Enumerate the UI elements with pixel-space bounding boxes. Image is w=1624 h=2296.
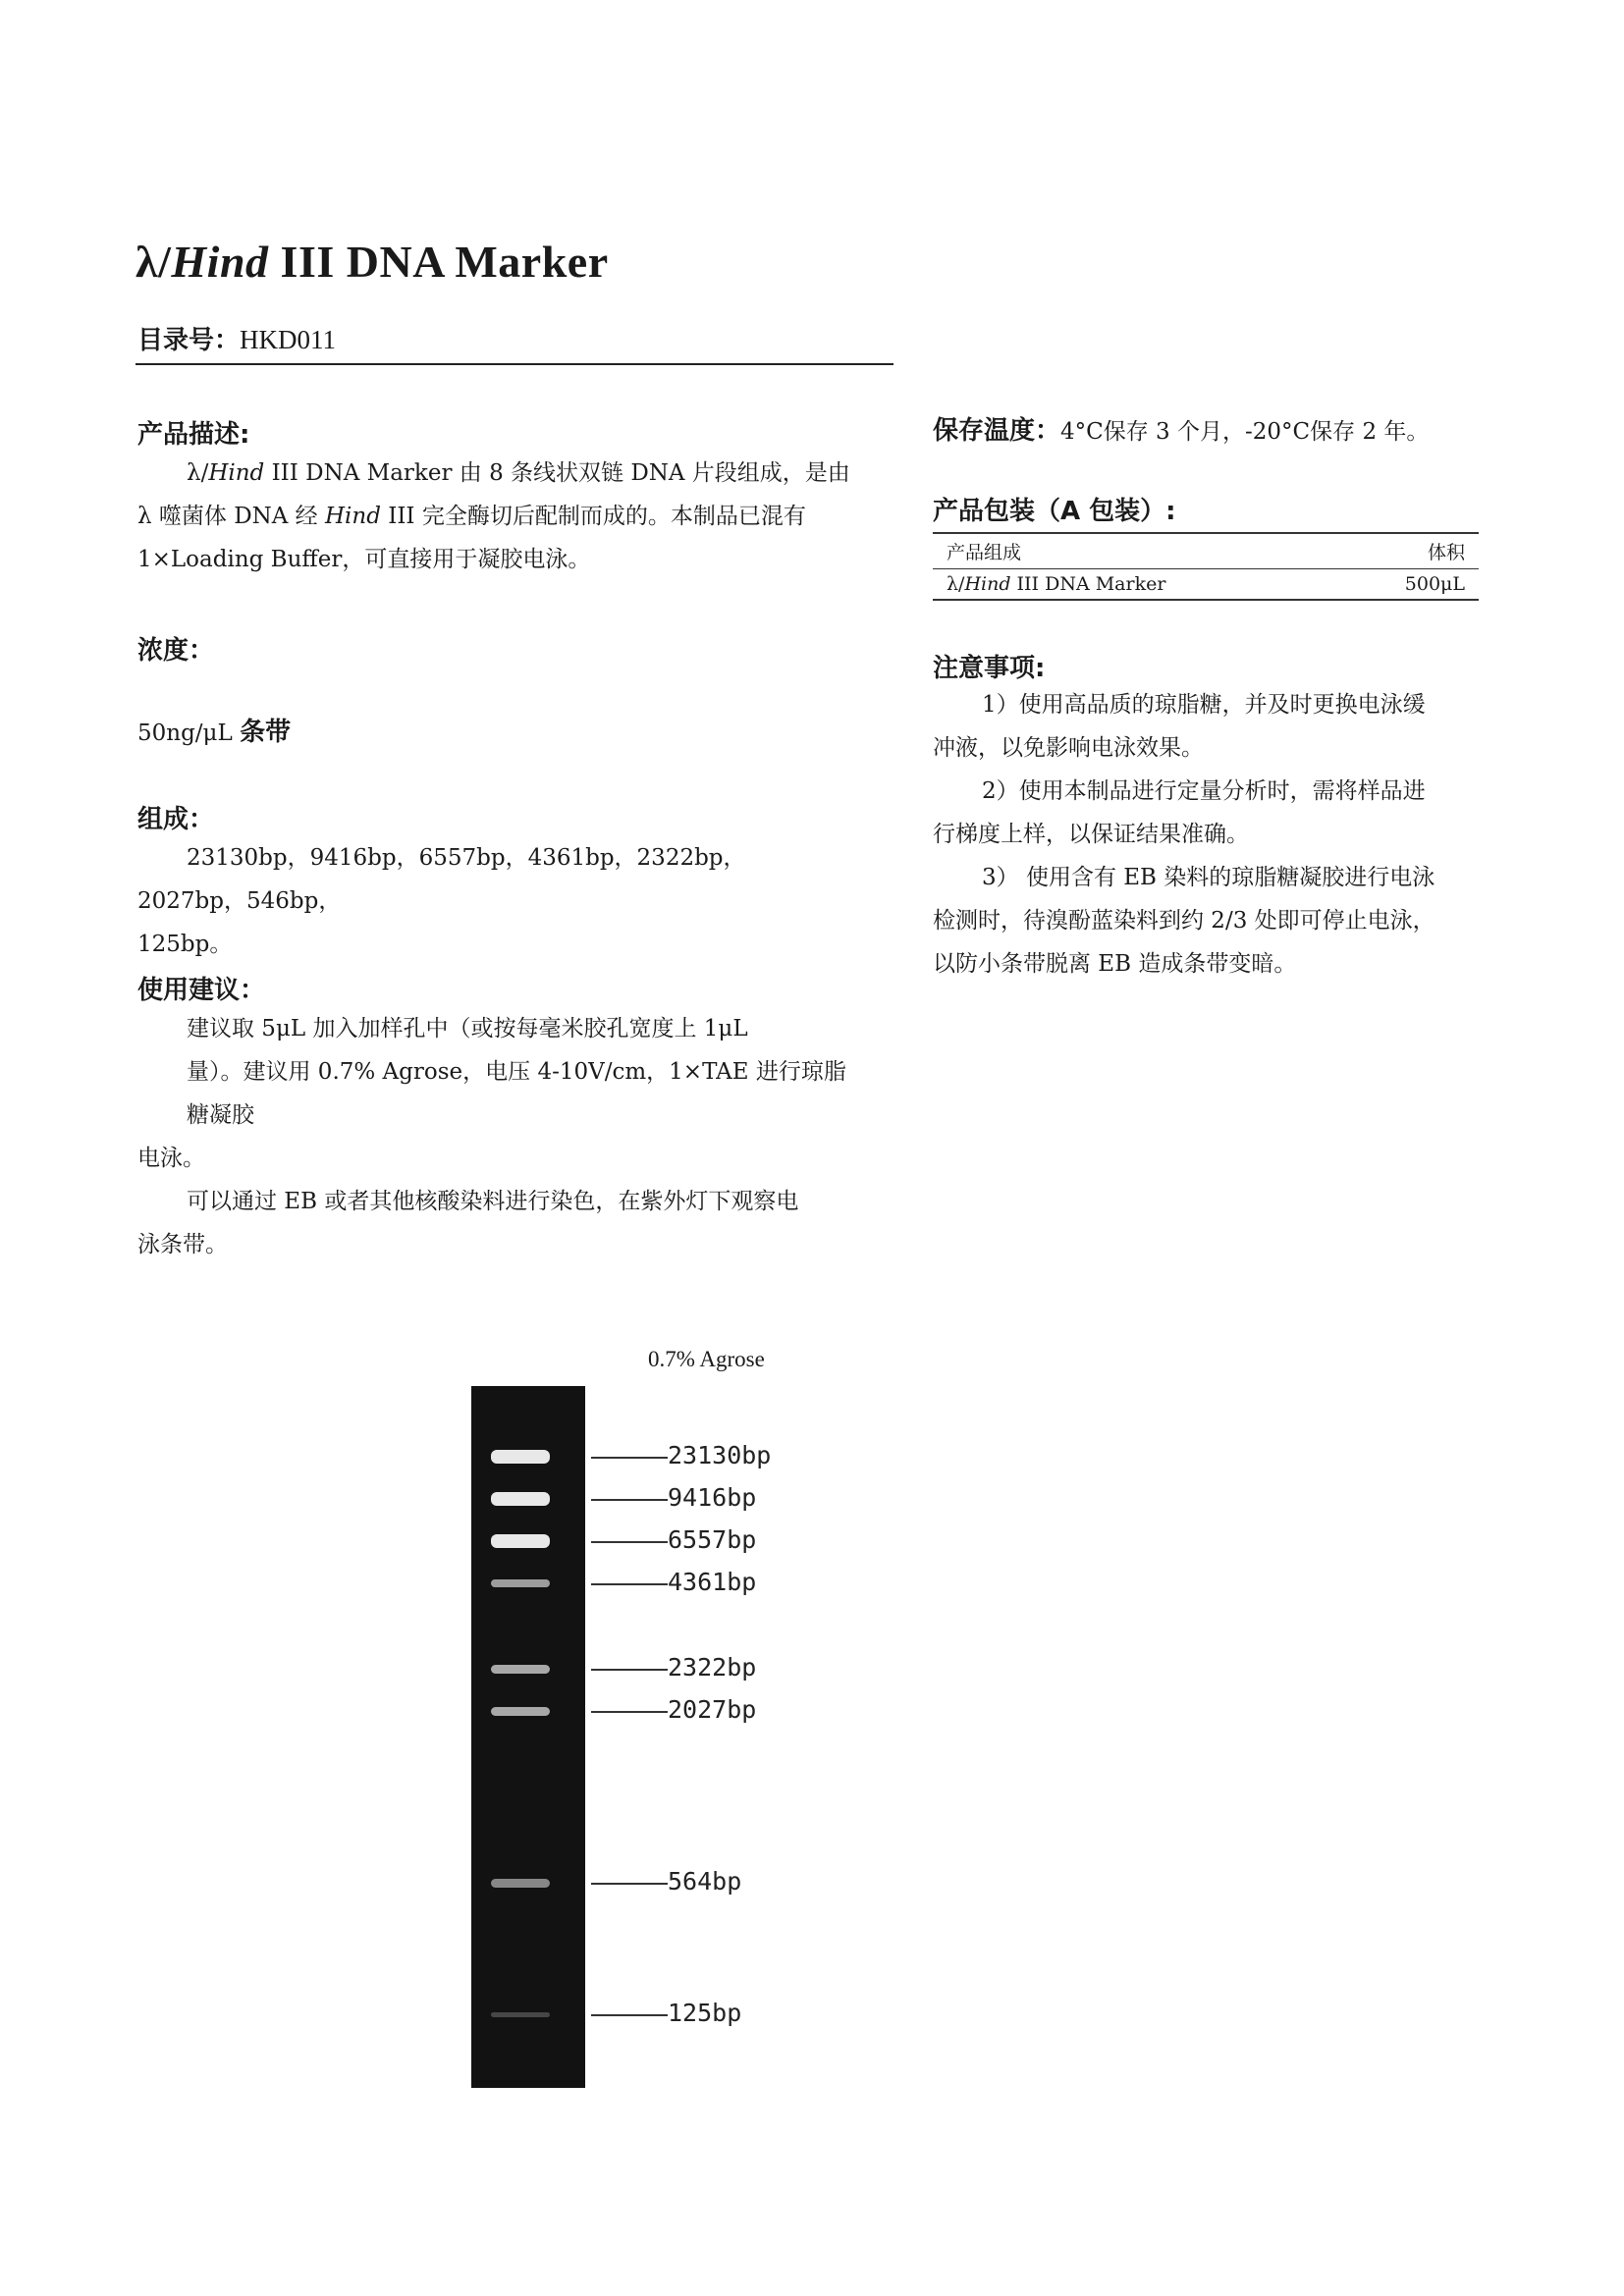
gel-band <box>491 1879 550 1888</box>
ladder-line <box>591 1499 668 1501</box>
notes-heading: 注意事项: <box>933 654 1046 683</box>
desc-l2-italic: Hind <box>325 504 381 529</box>
row-pre: λ/ <box>947 573 965 595</box>
composition-text <box>137 836 854 966</box>
ladder-label: 4361bp <box>668 1568 757 1596</box>
gel-band <box>491 1534 550 1548</box>
ladder-line <box>591 1711 668 1713</box>
ladder-label: 2322bp <box>668 1653 757 1682</box>
note-2-line-1: 2）使用本制品进行定量分析时，需将样品进 <box>982 778 1426 804</box>
desc-l1-post: III DNA Marker 由 8 条线状双链 DNA 片段组成，是由 <box>264 460 850 486</box>
ladder-label: 564bp <box>668 1867 742 1896</box>
storage-heading: 保存温度： <box>933 416 1061 446</box>
notes-text <box>933 683 1483 986</box>
table-row <box>933 569 1479 601</box>
description-line-2 <box>137 495 854 538</box>
desc-l2-post: III 完全酶切后配制而成的。本制品已混有 <box>380 504 806 529</box>
description-line-3: 1×Loading Buffer，可直接用于凝胶电泳。 <box>137 547 591 572</box>
note-3-line-3: 以防小条带脱离 EB 造成条带变暗。 <box>933 951 1297 977</box>
desc-l2-pre: λ 噬菌体 DNA 经 <box>137 504 325 529</box>
usage-line-1: 建议取 5μL 加入加样孔中（或按每毫米胶孔宽度上 1μL <box>187 1016 748 1041</box>
ladder-label: 2027bp <box>668 1695 757 1724</box>
description-text <box>137 452 854 581</box>
ladder-line <box>591 1457 668 1459</box>
package-heading: 产品包装（A 包装）: <box>933 497 1176 526</box>
note-3-line-1: 3） 使用含有 EB 染料的琼脂糖凝胶进行电泳 <box>982 865 1435 890</box>
usage-text <box>137 1007 854 1266</box>
gel-band <box>491 2012 550 2017</box>
title-prefix: λ/ <box>135 237 172 287</box>
gel-caption: 0.7% Agrose <box>648 1347 765 1371</box>
page-title <box>135 236 609 288</box>
ladder-label: 23130bp <box>668 1441 772 1469</box>
catalog-number <box>137 320 336 356</box>
package-table <box>933 532 1479 601</box>
usage-line-5: 可以通过 EB 或者其他核酸染料进行染色，在紫外灯下观察电 <box>187 1189 799 1214</box>
note-1-line-1: 1）使用高品质的琼脂糖，并及时更换电泳缓 <box>982 692 1426 718</box>
description-line-1 <box>137 452 854 495</box>
desc-l1-pre: λ/ <box>187 460 209 486</box>
title-divider <box>135 363 893 365</box>
usage-line-3: 糖凝胶 <box>187 1102 254 1128</box>
usage-line-6: 泳条带。 <box>137 1232 228 1257</box>
concentration-heading: 浓度： <box>137 636 215 666</box>
ladder-label: 6557bp <box>668 1525 757 1554</box>
title-rest: III DNA Marker <box>268 237 609 287</box>
title-italic: Hind <box>171 237 269 287</box>
col-component: 产品组成 <box>933 533 1335 569</box>
gel-band <box>491 1450 550 1464</box>
ladder-line <box>591 1583 668 1585</box>
usage-line-2: 量）。建议用 0.7% Agrose，电压 4-10V/cm，1×TAE 进行琼脂 <box>187 1059 846 1085</box>
row-italic: Hind <box>964 573 1011 595</box>
ladder-line <box>591 1883 668 1885</box>
catalog-value: HKD011 <box>240 325 337 354</box>
ladder-label: 9416bp <box>668 1483 757 1512</box>
usage-line-4: 电泳。 <box>137 1146 205 1171</box>
storage-section <box>933 410 1483 447</box>
ladder-line <box>591 1669 668 1671</box>
ladder-line <box>591 2014 668 2016</box>
concentration-unit: 条带 <box>240 718 292 747</box>
note-2-line-2: 行梯度上样，以保证结果准确。 <box>933 822 1249 847</box>
storage-value: 4°C保存 3 个月，-20°C保存 2 年。 <box>1060 419 1430 445</box>
ladder-label: 125bp <box>668 1999 742 2027</box>
composition-line-1: 23130bp，9416bp，6557bp，4361bp，2322bp，2027bp，546bp， <box>137 845 746 914</box>
package-table-header <box>933 533 1479 569</box>
gel-band <box>491 1665 550 1674</box>
catalog-label: 目录号： <box>137 326 241 355</box>
gel-band <box>491 1492 550 1506</box>
concentration-number: 50ng/μL <box>137 721 241 746</box>
composition-line-2: 125bp。 <box>137 932 233 957</box>
gel-band <box>491 1707 550 1716</box>
gel-band <box>491 1579 550 1587</box>
col-volume: 体积 <box>1335 533 1479 569</box>
usage-heading: 使用建议： <box>137 976 266 1005</box>
description-heading: 产品描述: <box>137 420 250 450</box>
package-table-wrap <box>933 532 1483 601</box>
concentration-value <box>137 711 854 755</box>
ladder-line <box>591 1541 668 1543</box>
note-3-line-2: 检测时，待溴酚蓝染料到约 2/3 处即可停止电泳， <box>933 908 1435 934</box>
composition-heading: 组成： <box>137 805 215 834</box>
desc-l1-italic: Hind <box>208 460 265 486</box>
gel-image <box>471 1386 585 2088</box>
row-volume: 500μL <box>1335 569 1479 601</box>
row-post: III DNA Marker <box>1010 573 1166 595</box>
row-component <box>933 569 1335 601</box>
note-1-line-2: 冲液，以免影响电泳效果。 <box>933 735 1204 761</box>
